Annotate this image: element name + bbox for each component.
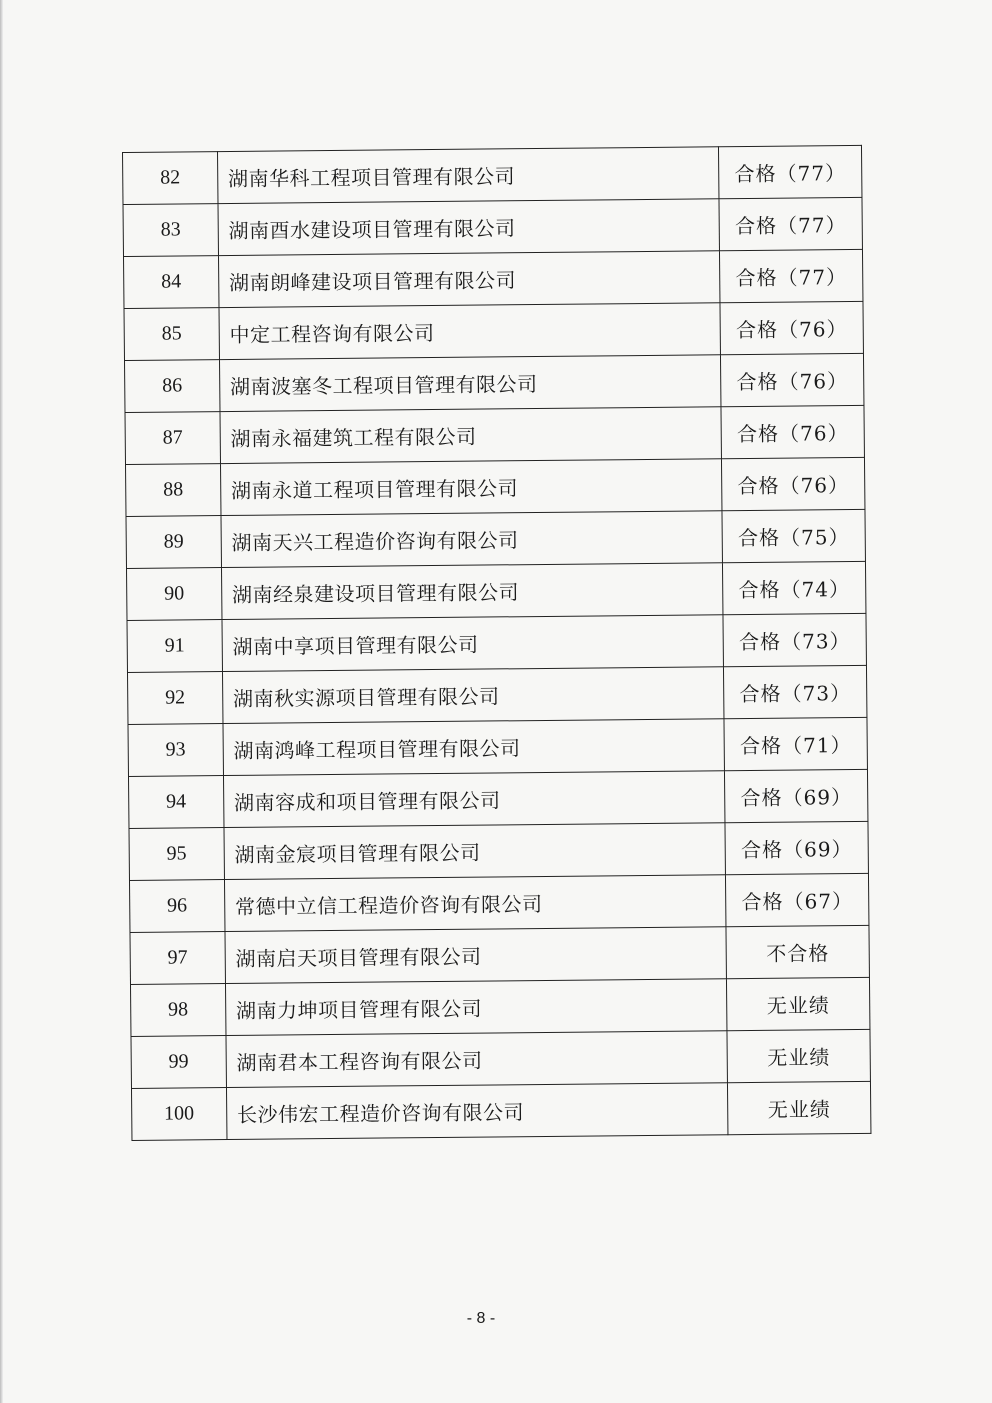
evaluation-result: 合格（77） xyxy=(719,145,862,198)
evaluation-result: 合格（73） xyxy=(723,613,866,666)
table-row xyxy=(128,717,867,776)
table-row xyxy=(126,561,865,620)
row-number: 83 xyxy=(123,204,218,257)
row-number: 100 xyxy=(131,1088,226,1141)
page-edge xyxy=(0,0,3,1403)
company-name: 湖南金宸项目管理有限公司 xyxy=(224,823,726,880)
table-row xyxy=(125,353,864,412)
row-number: 88 xyxy=(125,464,220,517)
company-name: 湖南鸿峰工程项目管理有限公司 xyxy=(223,719,725,776)
evaluation-result: 合格（76） xyxy=(721,353,864,406)
row-number: 93 xyxy=(128,724,223,777)
company-name: 长沙伟宏工程造价咨询有限公司 xyxy=(226,1083,728,1140)
results-table xyxy=(122,145,871,1141)
table-row xyxy=(131,1029,870,1088)
table-row xyxy=(124,301,863,360)
table-row xyxy=(127,613,866,672)
evaluation-result: 合格（67） xyxy=(726,873,869,926)
company-name: 湖南力坤项目管理有限公司 xyxy=(225,979,727,1036)
table-body xyxy=(123,145,871,1140)
row-number: 92 xyxy=(127,672,222,725)
evaluation-result: 合格（75） xyxy=(722,509,865,562)
evaluation-result: 合格（73） xyxy=(724,665,867,718)
evaluation-result: 无业绩 xyxy=(727,1029,870,1082)
row-number: 99 xyxy=(131,1036,226,1089)
row-number: 96 xyxy=(129,880,224,933)
page-number: - 8 - xyxy=(466,1310,496,1327)
company-name: 湖南波塞冬工程项目管理有限公司 xyxy=(219,355,721,412)
table-row xyxy=(130,977,869,1036)
evaluation-result: 无业绩 xyxy=(728,1081,871,1134)
row-number: 89 xyxy=(126,516,221,569)
row-number: 85 xyxy=(124,308,219,361)
evaluation-result: 合格（69） xyxy=(725,821,868,874)
table-row xyxy=(126,509,865,568)
table-row xyxy=(127,665,866,724)
evaluation-result: 合格（71） xyxy=(724,717,867,770)
company-name: 湖南永道工程项目管理有限公司 xyxy=(220,459,722,516)
company-name: 湖南中享项目管理有限公司 xyxy=(222,615,724,672)
table-row xyxy=(125,405,864,464)
company-name: 湖南朗峰建设项目管理有限公司 xyxy=(218,251,720,308)
row-number: 84 xyxy=(124,256,219,309)
company-name: 湖南君本工程咨询有限公司 xyxy=(226,1031,728,1088)
company-name: 湖南永福建筑工程有限公司 xyxy=(220,407,722,464)
company-name: 湖南酉水建设项目管理有限公司 xyxy=(218,199,720,256)
table-row xyxy=(125,457,864,516)
company-name: 中定工程咨询有限公司 xyxy=(219,303,721,360)
company-name: 湖南华科工程项目管理有限公司 xyxy=(217,147,719,204)
row-number: 82 xyxy=(123,152,218,205)
table-row xyxy=(131,1081,870,1140)
company-name: 湖南经泉建设项目管理有限公司 xyxy=(221,563,723,620)
row-number: 91 xyxy=(127,620,222,673)
evaluation-result: 合格（77） xyxy=(719,197,862,250)
evaluation-result: 合格（76） xyxy=(720,301,863,354)
row-number: 95 xyxy=(129,828,224,881)
table-row xyxy=(130,925,869,984)
table-row xyxy=(124,249,863,308)
row-number: 98 xyxy=(130,984,225,1037)
table-row xyxy=(123,145,862,204)
evaluation-result: 不合格 xyxy=(726,925,869,978)
evaluation-result: 无业绩 xyxy=(727,977,870,1030)
evaluation-result: 合格（76） xyxy=(722,457,865,510)
table-row xyxy=(129,873,868,932)
row-number: 97 xyxy=(130,932,225,985)
row-number: 90 xyxy=(126,568,221,621)
evaluation-result: 合格（74） xyxy=(723,561,866,614)
evaluation-result: 合格（69） xyxy=(725,769,868,822)
evaluation-result: 合格（77） xyxy=(720,249,863,302)
row-number: 87 xyxy=(125,412,220,465)
table-row xyxy=(128,769,867,828)
company-name: 湖南启天项目管理有限公司 xyxy=(225,927,727,984)
row-number: 94 xyxy=(128,776,223,829)
table-row xyxy=(129,821,868,880)
row-number: 86 xyxy=(125,360,220,413)
company-name: 湖南秋实源项目管理有限公司 xyxy=(222,667,724,724)
evaluation-result: 合格（76） xyxy=(721,405,864,458)
table-row xyxy=(123,197,862,256)
company-name: 湖南容成和项目管理有限公司 xyxy=(223,771,725,828)
company-name: 常德中立信工程造价咨询有限公司 xyxy=(224,875,726,932)
company-name: 湖南天兴工程造价咨询有限公司 xyxy=(221,511,723,568)
